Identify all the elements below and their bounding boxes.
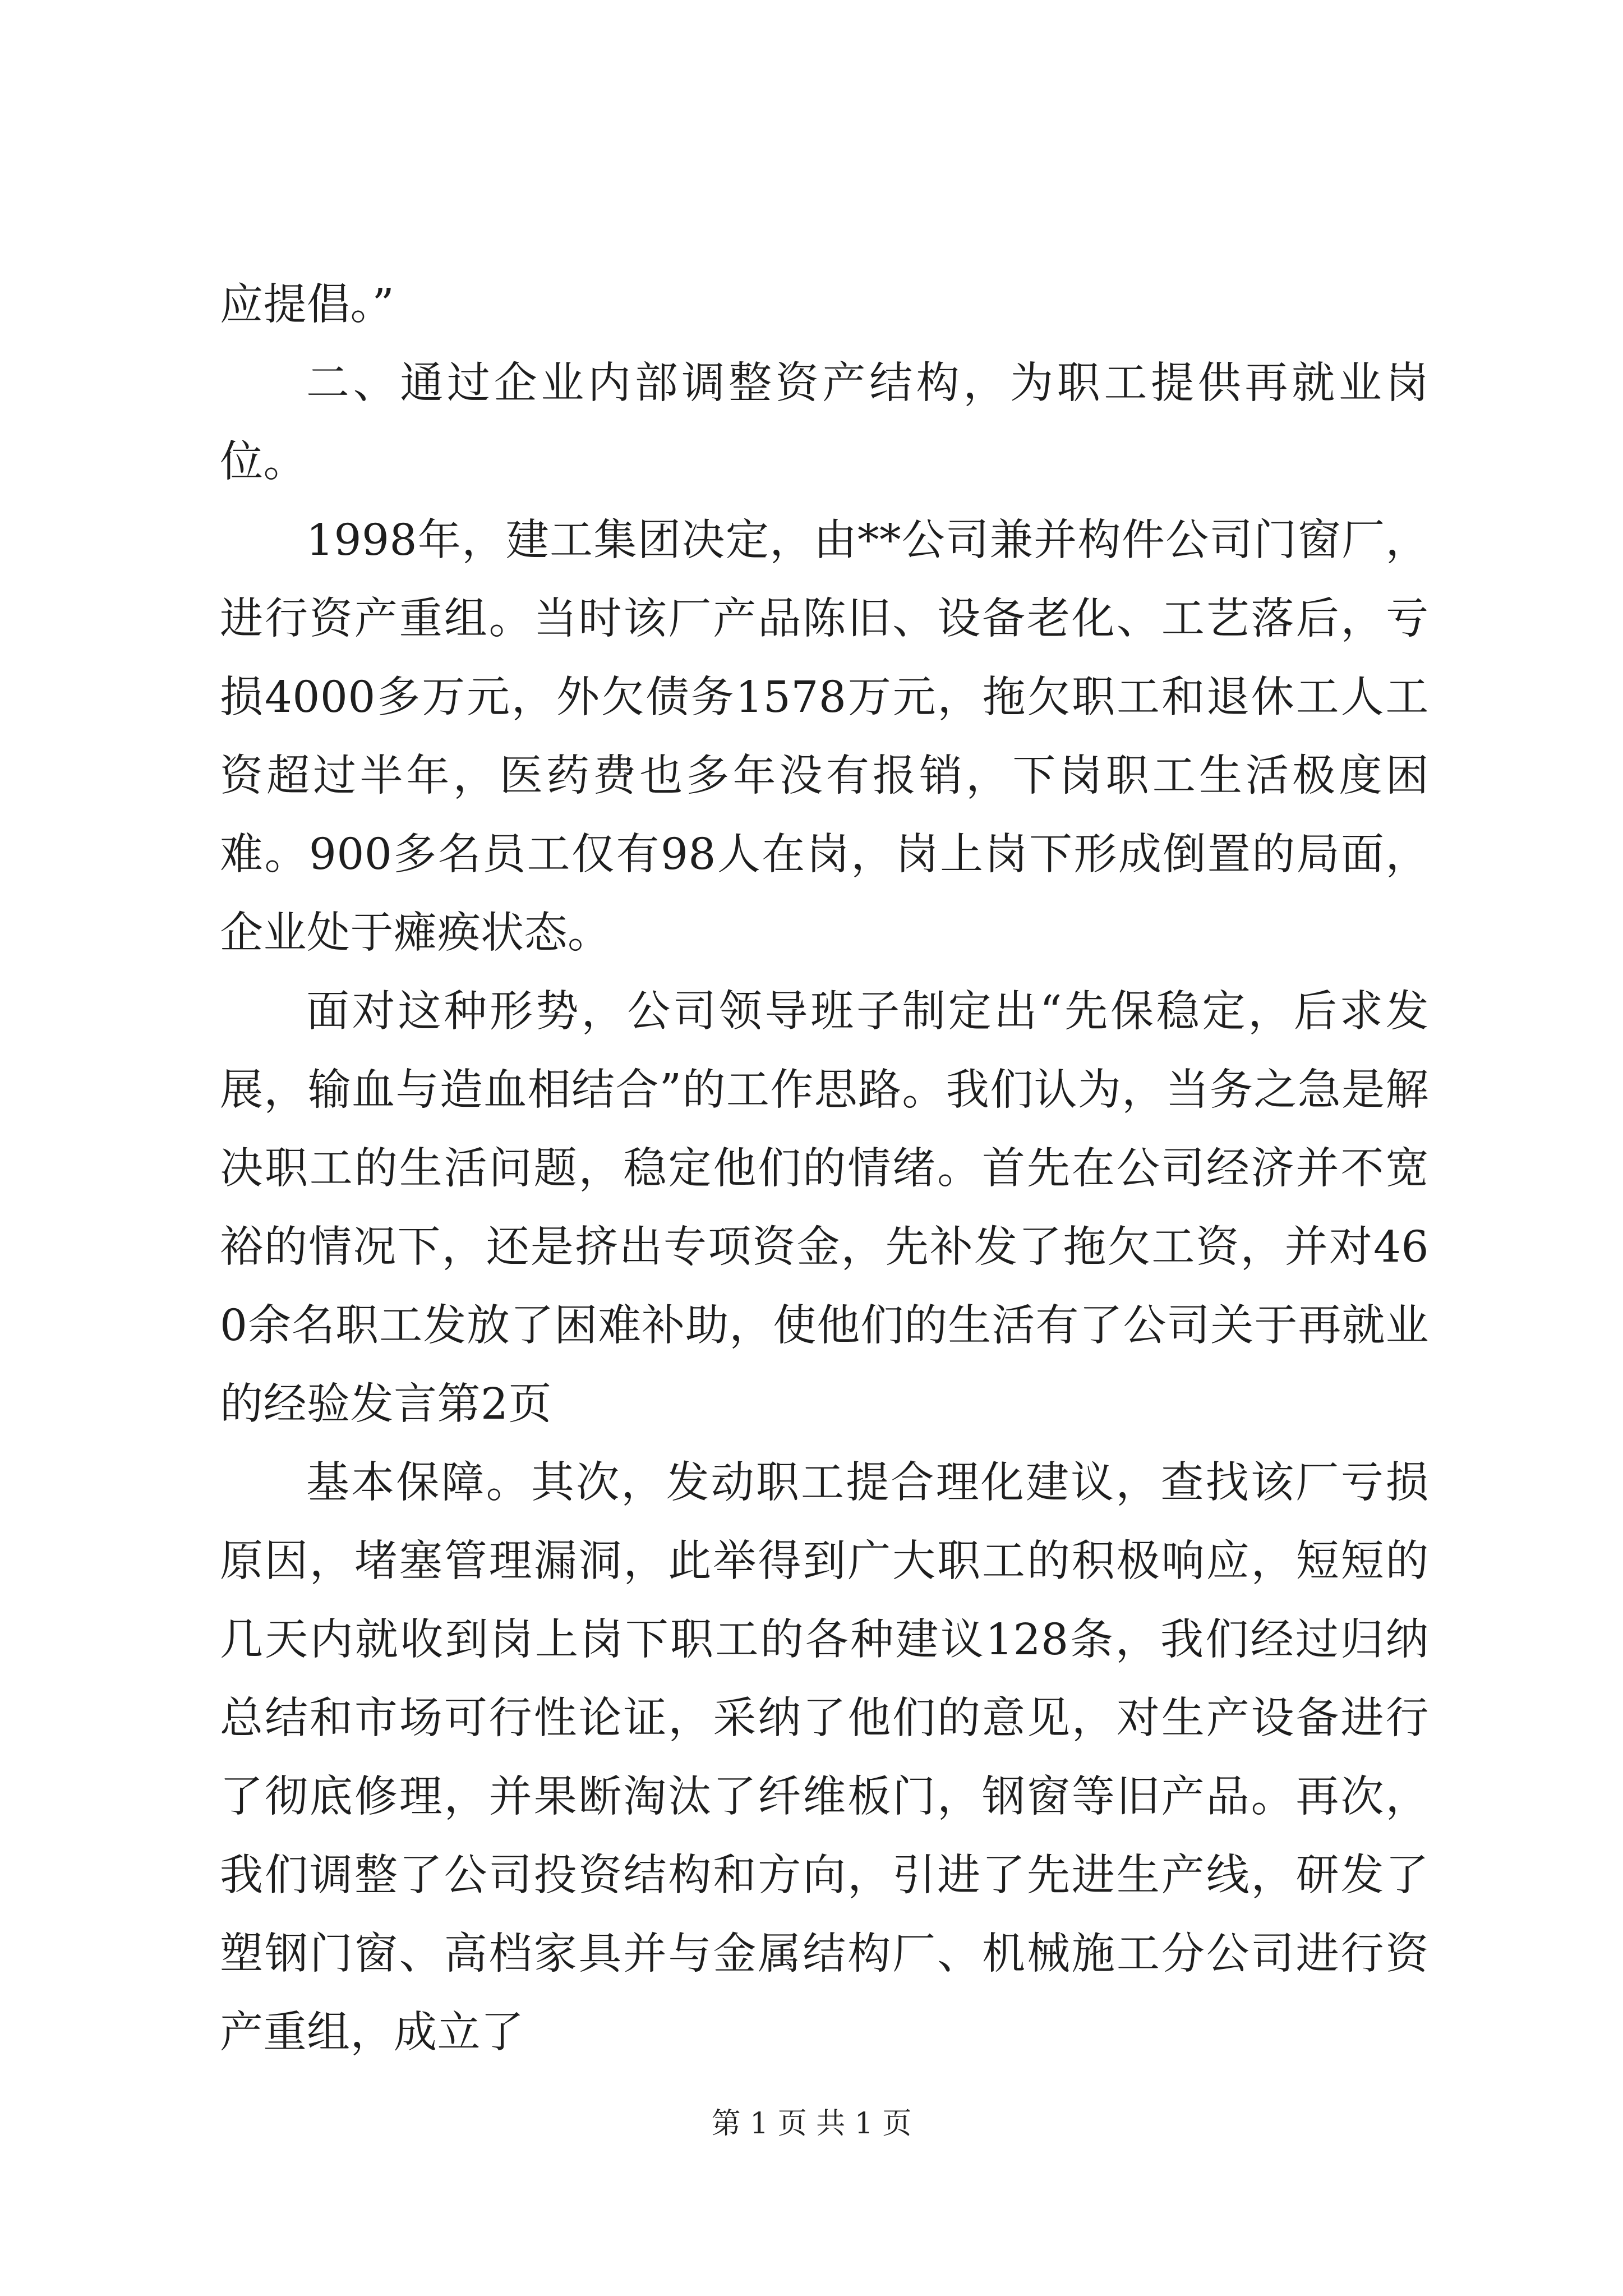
paragraph-1: 应提倡。”	[220, 280, 395, 330]
document-body	[220, 266, 1429, 2072]
paragraph-4: 面对这种形势，公司领导班子制定出“先保稳定，后求发展，输血与造血相结合”的工作思路。我们认为，当务之急是解决职工的生活问题，稳定他们的情绪。首先在公司经济并不宽裕的情况下，还是挤出专项资金，先补发了拖欠工资，并对460余名职工发放了困难补助，使他们的生活有了公司关于再就业的经验发言第2页	[220, 987, 1429, 1429]
paragraph-5: 基本保障。其次，发动职工提合理化建议，查找该厂亏损原因，堵塞管理漏洞，此举得到广大职工的积极响应，短短的几天内就收到岗上岗下职工的各种建议128条，我们经过归纳总结和市场可行性论证，采纳了他们的意见，对生产设备进行了彻底修理，并果断淘汰了纤维板门，钢窗等旧产品。再次，我们调整了公司投资结构和方向，引进了先进生产线，研发了塑钢门窗、高档家具并与金属结构厂、机械施工分公司进行资产重组，成立了	[220, 1458, 1429, 2058]
page-footer: 第 1 页 共 1 页	[711, 2107, 912, 2141]
paragraph-3: 1998年，建工集团决定，由**公司兼并构件公司门窗厂，进行资产重组。当时该厂产品陈旧、设备老化、工艺落后，亏损4000多万元，外欠债务1578万元，拖欠职工和退休工人工资超过半年，医药费也多年没有报销，下岗职工生活极度困难。900多名员工仅有98人在岗，岗上岗下形成倒置的局面，企业处于瘫痪状态。	[220, 516, 1429, 958]
paragraph-2: 二、通过企业内部调整资产结构，为职工提供再就业岗位。	[220, 358, 1429, 487]
